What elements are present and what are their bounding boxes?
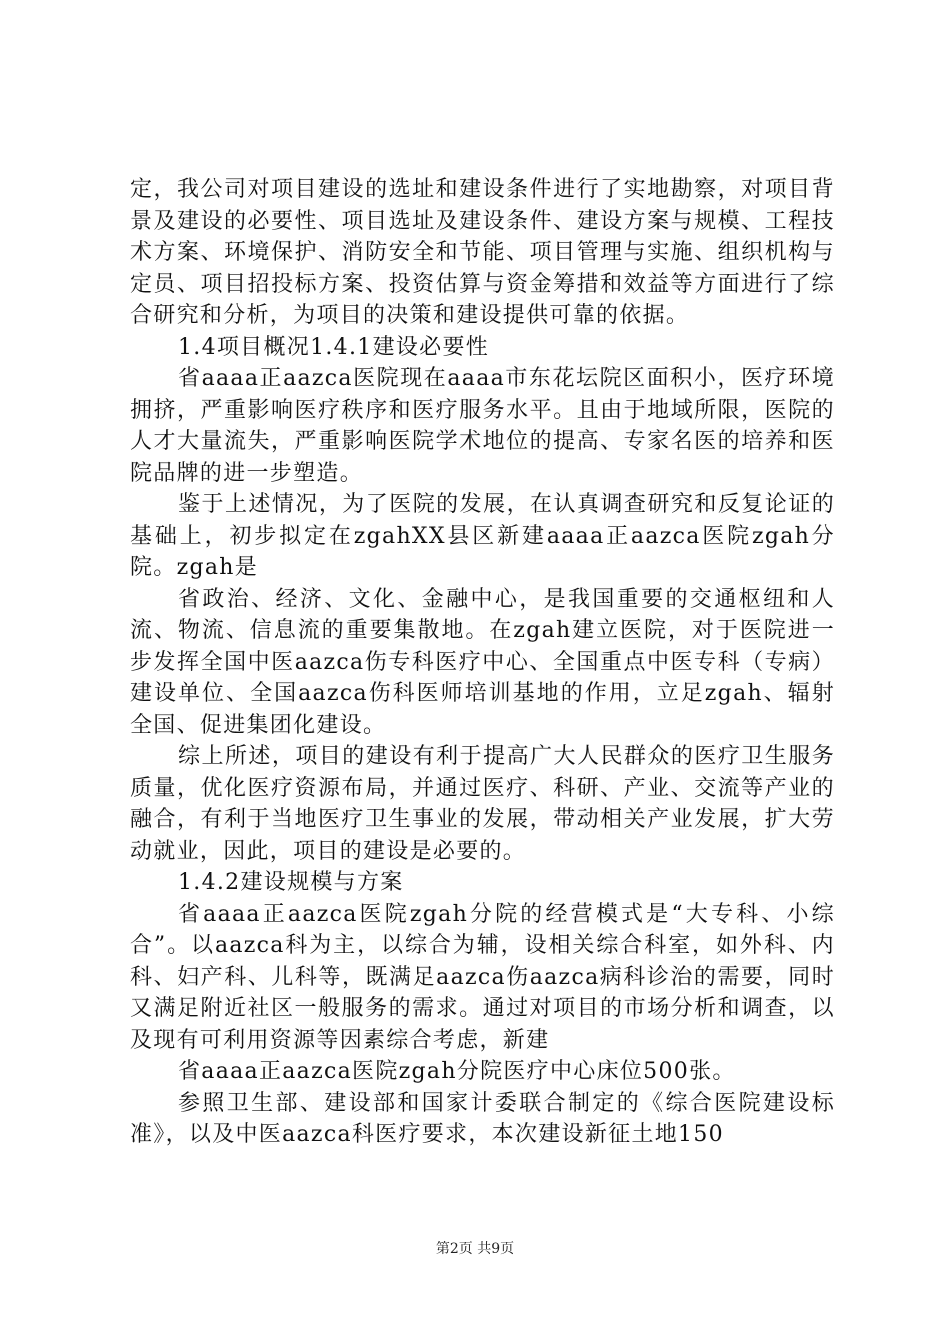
document-body <box>130 174 835 1151</box>
page-footer: 第2页 共9页 <box>435 1241 515 1257</box>
paragraph-4: 省政治、经济、文化、金融中心，是我国重要的交通枢纽和人流、物流、信息流的重要集散地。在zgah建立医院，对于医院进一步发挥全国中医aazca伤专科医疗中心、全国重点中医专科（专病）建设单位、全国aazca伤科医师培训基地的作用，立足zgah、辐射全国、促进集团化建设。 <box>130 586 835 738</box>
paragraph-8: 参照卫生部、建设部和国家计委联合制定的《综合医院建设标准》，以及中医aazca科医疗要求，本次建设新征土地150 <box>130 1090 835 1147</box>
paragraph-2: 省aaaa正aazca医院现在aaaa市东花坛院区面积小，医疗环境拥挤，严重影响医疗秩序和医疗服务水平。且由于地域所限，医院的人才大量流失，严重影响医院学术地位的提高、专家名医的培养和医院品牌的进一步塑造。 <box>130 366 835 486</box>
paragraph-1: 定，我公司对项目建设的选址和建设条件进行了实地勘察，对项目背景及建设的必要性、项目选址及建设条件、建设方案与规模、工程技术方案、环境保护、消防安全和节能、项目管理与实施、组织机构与定员、项目招投标方案、投资估算与资金筹措和效益等方面进行了综合研究和分析，为项目的决策和建设提供可靠的依据。 <box>130 177 835 328</box>
paragraph-6: 省aaaa正aazca医院zgah分院的经营模式是“大专科、小综合”。以aazca科为主，以综合为辅，设相关综合科室，如外科、内科、妇产科、儿科等，既满足aazca伤aazca病科诊治的需要，同时又满足附近社区一般服务的需求。通过对项目的市场分析和调查，以及现有可利用资源等因素综合考虑，新建 <box>130 901 835 1053</box>
section-heading-1-4-2: 1.4.2建设规模与方案 <box>178 870 404 895</box>
paragraph-7: 省aaaa正aazca医院zgah分院医疗中心床位500张。 <box>178 1059 736 1084</box>
paragraph-5: 综上所述，项目的建设有利于提高广大人民群众的医疗卫生服务质量，优化医疗资源布局，并通过医疗、科研、产业、交流等产业的融合，有利于当地医疗卫生事业的发展，带动相关产业发展，扩大劳动就业，因此，项目的建设是必要的。 <box>130 744 835 864</box>
section-heading-1-4: 1.4项目概况1.4.1建设必要性 <box>178 334 490 360</box>
paragraph-3: 鉴于上述情况，为了医院的发展，在认真调查研究和反复论证的基础上，初步拟定在zgahXX县区新建aaaa正aazca医院zgah分院。zgah是 <box>130 492 835 580</box>
